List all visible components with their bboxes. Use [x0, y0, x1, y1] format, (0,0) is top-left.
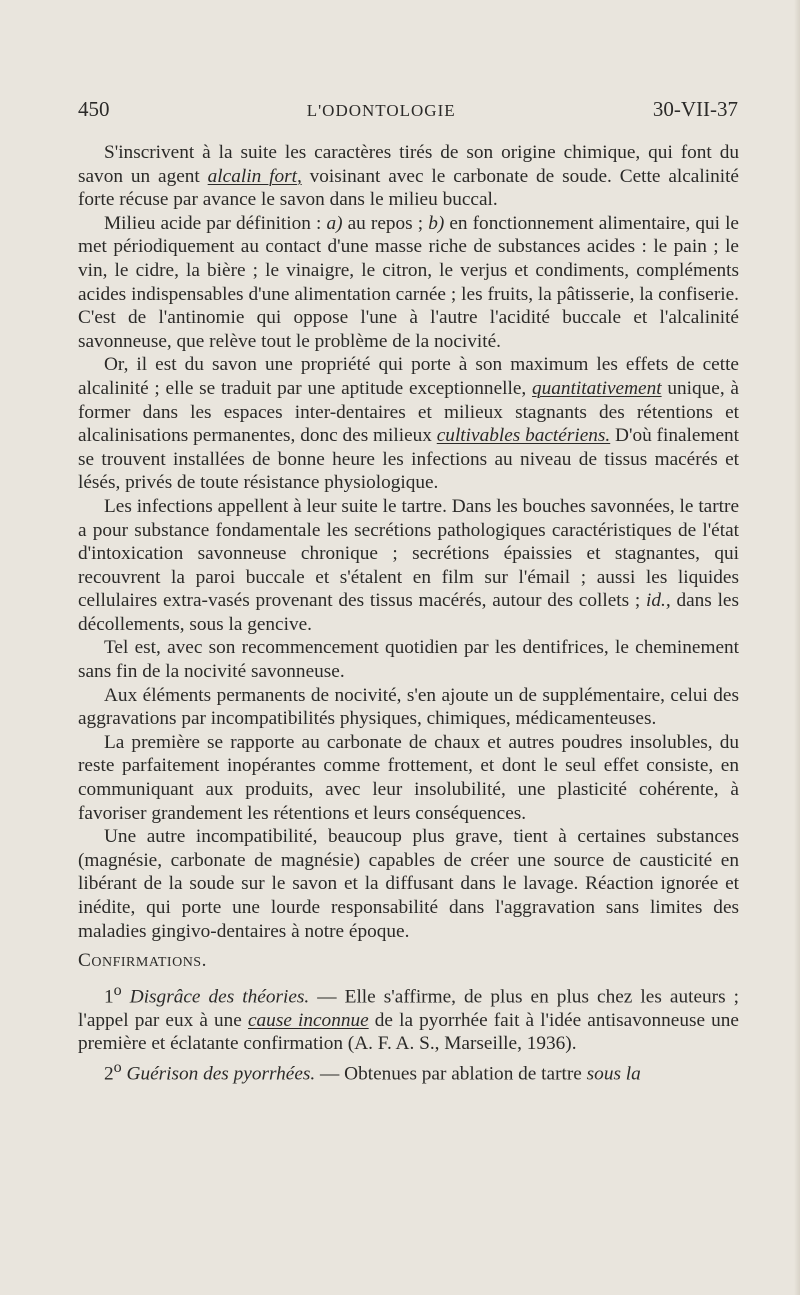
enum-a: a): [326, 212, 343, 234]
emphasis: alcalin fort,: [207, 165, 302, 187]
emphasis: cause inconnue: [247, 1009, 369, 1031]
emphasis: sous la: [586, 1063, 641, 1085]
paragraph-5: Tel est, avec son recommencement quotidien par les dentifrices, le cheminement sans fin de la nocivité savonneuse.: [78, 637, 739, 683]
paragraph-8: Une autre incompatibilité, beaucoup plus grave, tient à certaines substances (magnésie, carbonate de magnésie) capables de créer une source de causticité en libérant de la soude sur le savon et la diffusant dans le lavage. Réaction ignorée et inédite, qui porte une lourde responsabilité dans l'aggravation sans limites des maladies gingivo-dentaires à notre époque.: [78, 826, 739, 942]
numbered-item-1: 1$^o$ Disgrâce des théories. — Elle s'affirme, de plus en plus chez les auteurs ; l'appel par eux à une cause inconnue de la pyorrhée fait à l'idée antisavonneuse une première et éclatante confirmation (A. F. A. S., Marseille, 1936).: [78, 981, 739, 1055]
page-header: [78, 97, 738, 127]
enum-b: b): [428, 212, 445, 234]
paragraph-4: Les infections appellent à leur suite le tartre. Dans les bouches savonnées, le tartre a pour substance fondamentale les secrétions pathologiques caractéristiques de l'état d'intoxication savonneuse chronique ; secrétions épaissies et stagnantes, qui recouvrent la paroi buccale et s'étalent en film sur l'émail ; aussi les liquides cellulaires extra-vasés provenant des tissus macérés, autour des collets ; id., dans les décollements, sous la gencive.: [78, 495, 739, 635]
emphasis: cultivables bactériens.: [436, 425, 611, 447]
issue-date: 30-VII-37: [652, 97, 738, 121]
paragraph-7: La première se rapporte au carbonate de chaux et autres poudres insolubles, du reste parfaitement inopérantes comme frottement, et dont le seul effet consiste, en communiquant aux produits, avec leur insolubilité, une plasticité cohérente, à favoriser grandement les rétentions et leurs conséquences.: [78, 731, 739, 824]
section-heading: Confirmations.: [78, 950, 207, 972]
paragraph-3: Or, il est du savon une propriété qui porte à son maximum les effets de cette alcalinité ; elle se traduit par une aptitude exceptionnelle, quantitativement unique, à former dans les espaces inter-dentaires et milieux stagnants des rétentions et alcalinisations permanentes, donc des milieux cultivables bactériens. D'où finalement se trouvent installées de bonne heure les infections au niveau de tissus macérés et lésés, privés de toute résistance physiologique.: [78, 354, 739, 494]
item-title: Disgrâce des théories.: [129, 986, 310, 1008]
body-text: [78, 141, 739, 1086]
paragraph-6: Aux éléments permanents de nocivité, s'en ajoute un de supplémentaire, celui des aggravations par incompatibilités physiques, chimiques, médicamenteuses.: [78, 684, 739, 730]
running-title: L'ODONTOLOGIE: [306, 101, 456, 120]
item-title: Guérison des pyorrhées.: [126, 1063, 316, 1085]
page-number: 450: [78, 97, 110, 121]
paragraph-2: Milieu acide par définition : a) au repos ; b) en fonctionnement alimentaire, qui le met périodiquement au contact d'une masse riche de substances acides : le pain ; le vin, le cidre, la bière ; le vinaigre, le citron, le verjus et condiments, compléments acides indispensables d'une alimentation carnée ; les fruits, la pâtisserie, la confiserie. C'est de l'antinomie qui oppose l'une à l'autre l'acidité buccale et l'alcalinité savonneuse, que relève tout le problème de la nocivité.: [78, 212, 739, 352]
emphasis: quantitativement: [532, 377, 662, 399]
paragraph-1: S'inscrivent à la suite les caractères tirés de son origine chimique, qui font du savon un agent alcalin fort, voisinant avec le carbonate de soude. Cette alcalinité forte récuse par avance le savon dans le milieu buccal.: [78, 142, 739, 211]
emphasis: id.,: [646, 590, 671, 612]
page-edge: [794, 0, 800, 1295]
numbered-item-2: 2$^o$ Guérison des pyorrhées. — Obtenues par ablation de tartre sous la: [104, 1058, 641, 1085]
